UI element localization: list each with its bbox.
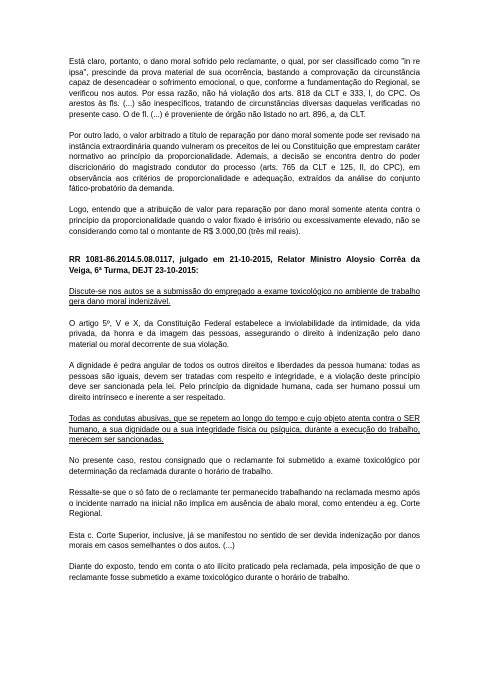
paragraph-corte-superior: Esta c. Corte Superior, inclusive, já se manifestou no sentido de ser devida indenização por danos morais em casos semelhantes o dos autos. (...): [69, 530, 420, 551]
paragraph-dignidade: A dignidade é pedra angular de todos os outros direitos e liberdades da pessoa humana: todas as pessoas são iguais, devem ser tratadas com respeito e integridade, e a violação deste princípio deve ser sancionada pela lei. Pelo princípio da dignidade humana, cada ser humano possui um direito intrínseco e inerente a ser respeitado.: [69, 361, 420, 402]
paragraph-underlined-question: Discute-se nos autos se a submissão do empregado a exame toxicológico no ambiente de trabalho gera dano moral indenizável.: [69, 286, 420, 307]
paragraph-valor-arbitrado: Por outro lado, o valor arbitrado a título de reparação por dano moral somente pode ser revisado na instância extraordinária quando vulneram os preceitos de lei ou Constituição que emprestam caráter normativo ao princípio da proporcionalidade. Ademais, a decisão se encontra dentro do poder discricionário do magistrado condutor do processo (arts. 765 da CLT e 125, II, do CPC), em observância aos critérios de proporcionalidade e adequação, extraídos da análise do conjunto fático-probatório da demanda.: [69, 131, 420, 194]
paragraph-underlined-condutas: Todas as condutas abusivas, que se repetem ao longo do tempo e cujo objeto atenta contra o SER humano, a sua dignidade ou a sua integridade física ou psíquica, durante a execução do trabalho, merecem ser sancionadas.: [69, 414, 420, 445]
paragraph-diante-do-exposto: Diante do exposto, tendo em conta o ato ilícito praticado pela reclamada, pela imposição de que o reclamante fosse submetido a exame toxicológico durante o horário de trabalho.: [69, 562, 420, 582]
paragraph-proporcionalidade: Logo, entendo que a atribuição de valor para reparação por dano moral somente atenta contra o princípio da proporcionalidade quando o valor fixado é irrisório ou excessivamente elevado, não se considerando como tal o montante de R$ 3.000,00 (três mil reais).: [69, 205, 420, 236]
italic-text: a,: [330, 109, 338, 119]
case-citation-heading: RR 1081-86.2014.5.08.0117, julgado em 21-10-2015, Relator Ministro Aloysio Corrêa da Veiga, 6ª Turma, DEJT 23-10-2015:: [69, 255, 420, 275]
paragraph-ressalte-se: Ressalte-se que o só fato de o reclamante ter permanecido trabalhando na reclamada mesmo após o incidente narrado na inicial não implica em ausência de abalo moral, como entendeu a eg. Corte Regional.: [69, 488, 420, 519]
paragraph-text: Está claro, portanto, o dano moral sofrido pelo reclamante, o qual, por ser classificado como "in re ipsa", prescinde da prova material de sua ocorrência, bastando a comprovação da circunstância capaz de desencadear o sofrimento emocional, o que, conforme a fundamentação do Regional, se verificou nos autos. Por essa razão, não há violação dos arts. 818 da CLT e 333, I, do CPC. Os arestos às fls. (...) são inespecíficos, tratando de circunstâncias diversas daquelas verificadas no presente caso. O de fl. (...) é proveniente de órgão não listado no art. 896,: [69, 57, 420, 119]
paragraph-text-end: da CLT.: [339, 109, 366, 119]
paragraph-dano-moral-in-re-ipsa: [69, 57, 420, 121]
paragraph-constituicao: O artigo 5º, V e X, da Constituição Federal estabelece a inviolabilidade da intimidade, da vida privada, da honra e da imagem das pessoas, assegurando o direito à indenização pelo dano material ou moral decorrente de sua violação.: [69, 318, 420, 349]
paragraph-presente-caso: No presente caso, restou consignado que o reclamante foi submetido a exame toxicológico por determinação da reclamada durante o horário de trabalho.: [69, 456, 420, 476]
